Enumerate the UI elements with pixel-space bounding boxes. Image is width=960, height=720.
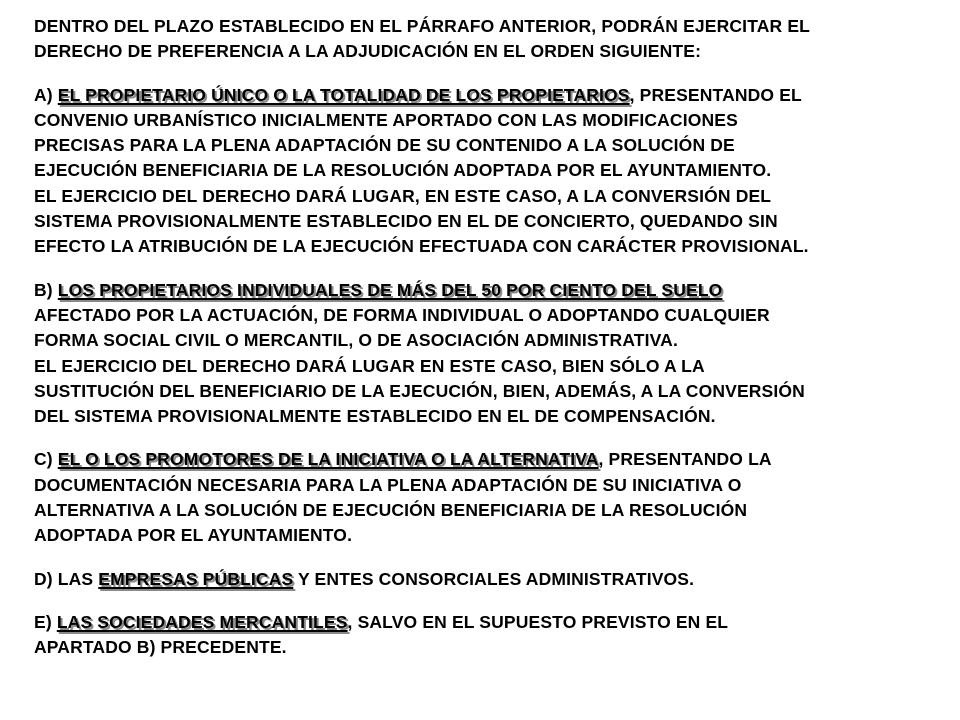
item-b-highlight: LOS PROPIETARIOS INDIVIDUALES DE MÁS DEL 50 POR CIENTO DEL SUELO: [57, 279, 723, 300]
item-c-line: DOCUMENTACIÓN NECESARIA PARA LA PLENA ADAPTACIÓN DE SU INICIATIVA O: [34, 474, 742, 495]
item-e-highlight: LAS SOCIEDADES MERCANTILES: [56, 611, 348, 632]
item-c-first-line: [34, 447, 960, 472]
item-a-line: CONVENIO URBANÍSTICO INICIALMENTE APORTADO CON LAS MODIFICACIONES: [34, 109, 738, 130]
item-b-line: SUSTITUCIÓN DEL BENEFICIARIO DE LA EJECUCIÓN, BIEN, ADEMÁS, A LA CONVERSIÓN: [34, 380, 805, 401]
item-e-suffix: , SALVO EN EL SUPUESTO PREVISTO EN EL: [347, 611, 729, 632]
item-d-first-line: [34, 567, 960, 592]
item-d-suffix: Y ENTES CONSORCIALES ADMINISTRATIVOS.: [293, 568, 695, 589]
paragraph-gap: [34, 549, 960, 567]
item-a: [34, 83, 960, 260]
item-b-line: AFECTADO POR LA ACTUACIÓN, DE FORMA INDIVIDUAL O ADOPTANDO CUALQUIER: [34, 304, 770, 325]
paragraph-gap: [34, 429, 960, 447]
item-c-line: ADOPTADA POR EL AYUNTAMIENTO.: [34, 525, 353, 546]
item-b: [34, 278, 960, 430]
item-a-line: PRECISAS PARA LA PLENA ADAPTACIÓN DE SU CONTENIDO A LA SOLUCIÓN DE: [34, 135, 735, 156]
intro-line: DENTRO DEL PLAZO ESTABLECIDO EN EL PÁRRAFO ANTERIOR, PODRÁN EJERCITAR EL: [34, 16, 810, 36]
item-a-highlight: EL PROPIETARIO ÚNICO O LA TOTALIDAD DE LOS PROPIETARIOS: [57, 84, 630, 105]
intro-line: DERECHO DE PREFERENCIA A LA ADJUDICACIÓN EN EL ORDEN SIGUIENTE:: [34, 41, 702, 62]
item-a-line: EL EJERCICIO DEL DERECHO DARÁ LUGAR, EN ESTE CASO, A LA CONVERSIÓN DEL: [34, 185, 772, 206]
item-a-prefix: A): [34, 84, 58, 105]
item-c-highlight: EL O LOS PROMOTORES DE LA INICIATIVA O LA ALTERNATIVA: [57, 449, 599, 470]
intro-paragraph: [34, 14, 960, 65]
item-c: [34, 447, 960, 548]
item-e-first-line: [34, 610, 960, 635]
item-d: [34, 567, 960, 592]
item-a-line: SISTEMA PROVISIONALMENTE ESTABLECIDO EN EL DE CONCIERTO, QUEDANDO SIN: [34, 211, 778, 232]
item-a-line: EFECTO LA ATRIBUCIÓN DE LA EJECUCIÓN EFECTUADA CON CARÁCTER PROVISIONAL.: [34, 236, 809, 257]
item-a-line: EJECUCIÓN BENEFICIARIA DE LA RESOLUCIÓN ADOPTADA POR EL AYUNTAMIENTO.: [34, 160, 772, 181]
item-c-prefix: C): [34, 449, 58, 470]
item-d-highlight: EMPRESAS PÚBLICAS: [98, 568, 294, 589]
item-b-line: EL EJERCICIO DEL DERECHO DARÁ LUGAR EN ESTE CASO, BIEN SÓLO A LA: [34, 355, 705, 376]
item-a-suffix: , PRESENTANDO EL: [629, 84, 802, 105]
item-e-line: APARTADO B) PRECEDENTE.: [34, 637, 287, 658]
paragraph-gap: [34, 260, 960, 278]
item-b-first-line: [34, 278, 960, 303]
paragraph-gap: [34, 592, 960, 610]
item-b-line: FORMA SOCIAL CIVIL O MERCANTIL, O DE ASOCIACIÓN ADMINISTRATIVA.: [34, 330, 678, 351]
paragraph-gap: [34, 65, 960, 83]
item-b-prefix: B): [34, 279, 58, 300]
item-c-line: ALTERNATIVA A LA SOLUCIÓN DE EJECUCIÓN BENEFICIARIA DE LA RESOLUCIÓN: [34, 500, 748, 521]
item-a-first-line: [34, 83, 960, 108]
item-c-suffix: , PRESENTANDO LA: [598, 449, 772, 470]
item-e-prefix: E): [34, 611, 57, 632]
item-d-prefix: D) LAS: [34, 568, 99, 589]
document-body: [34, 14, 960, 661]
item-b-line: DEL SISTEMA PROVISIONALMENTE ESTABLECIDO EN EL DE COMPENSACIÓN.: [34, 406, 716, 427]
item-e: [34, 610, 960, 661]
